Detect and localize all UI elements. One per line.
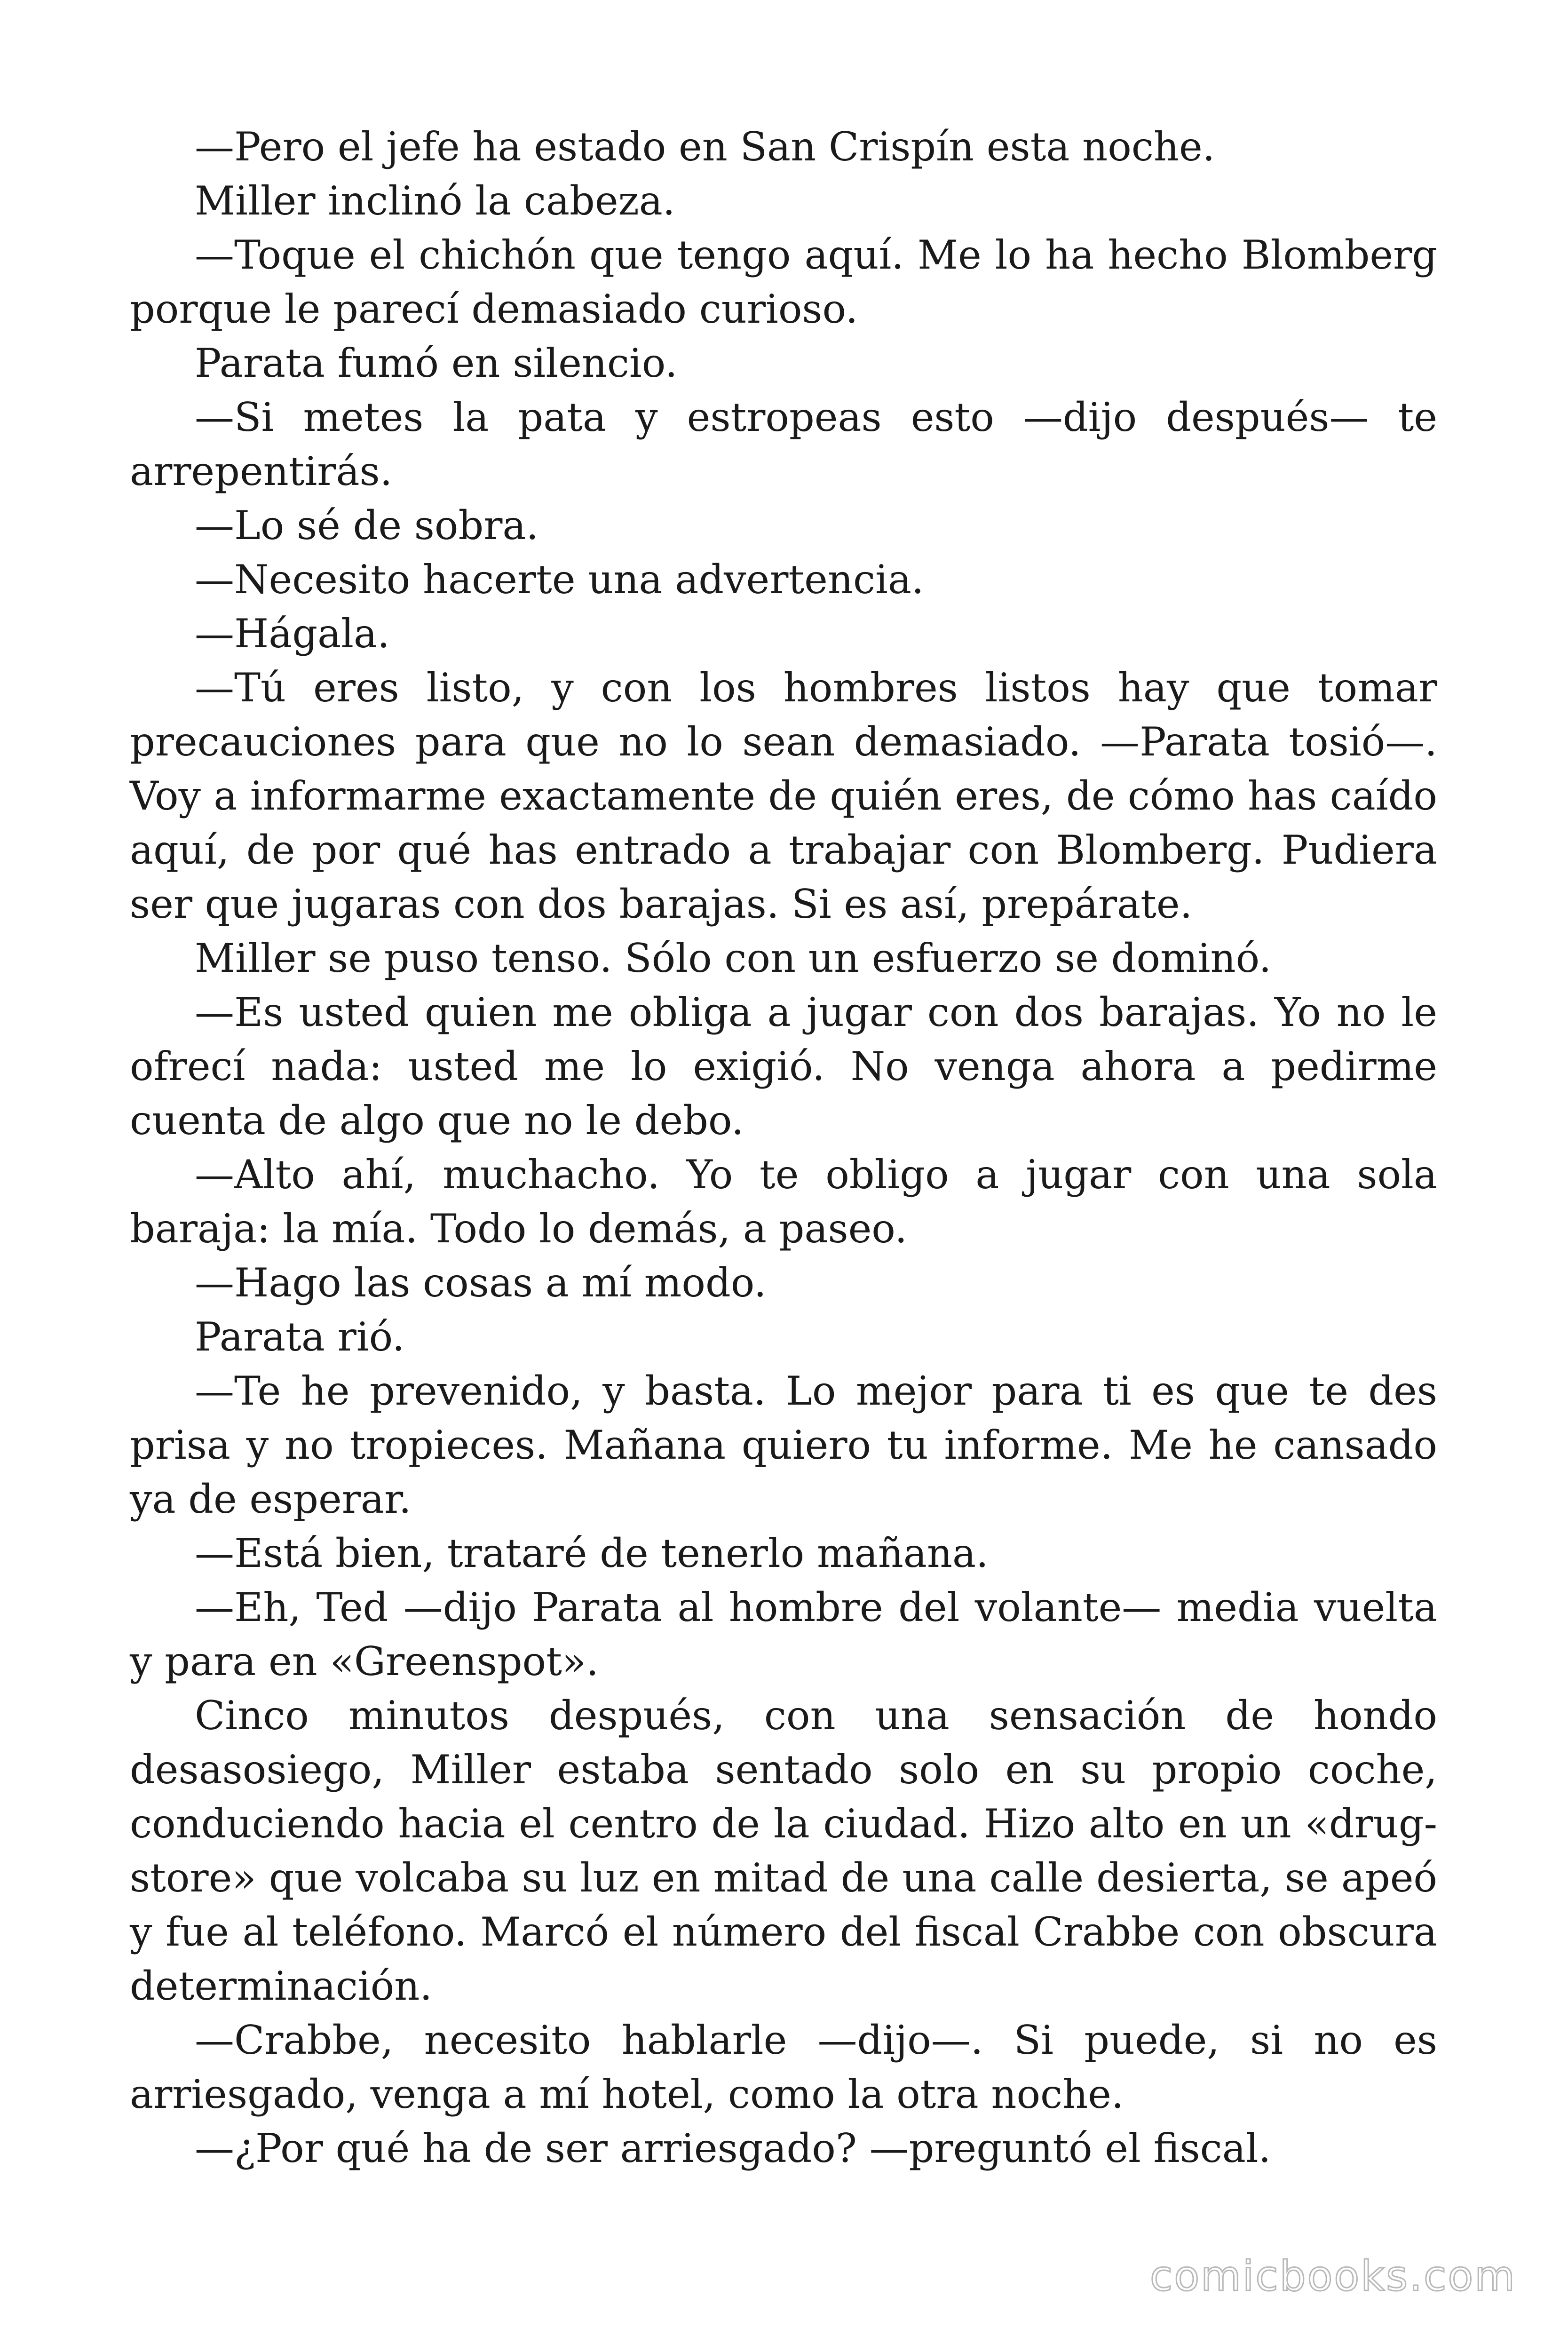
paragraph-16: —Está bien, trataré de tenerlo mañana. xyxy=(195,1530,989,1576)
paragraph-20: —¿Por qué ha de ser arriesgado? —preguntó el fiscal. xyxy=(195,2125,1271,2171)
paragraph-5: —Si metes la pata y estropeas esto —dijo después— te arrepentirás. xyxy=(130,394,1437,494)
paragraph-8: —Hágala. xyxy=(195,611,390,657)
paragraph-7: —Necesito hacerte una advertencia. xyxy=(195,556,924,603)
watermark-logo: comicbooks.com xyxy=(1149,2252,1516,2300)
paragraph-19: —Crabbe, necesito hablarle —dijo—. Si puede, si no es arriesgado, venga a mí hotel, como la otra noche. xyxy=(130,2017,1437,2117)
paragraph-12: —Alto ahí, muchacho. Yo te obligo a jugar con una sola baraja: la mía. Todo lo demás, a paseo. xyxy=(130,1152,1437,1252)
paragraph-14: Parata rió. xyxy=(195,1314,405,1360)
paragraph-1: —Pero el jefe ha estado en San Crispín esta noche. xyxy=(195,124,1215,170)
paragraph-13: —Hago las cosas a mí modo. xyxy=(195,1260,767,1306)
paragraph-15: —Te he prevenido, y basta. Lo mejor para ti es que te des prisa y no tropieces. Mañana quiero tu informe. Me he cansado ya de esperar. xyxy=(130,1368,1437,1522)
page-body xyxy=(130,120,1437,2176)
paragraph-6: —Lo sé de sobra. xyxy=(195,502,539,548)
paragraph-18: Cinco minutos después, con una sensación de hondo desasosiego, Miller estaba sentado solo en su propio coche, conduciendo hacia el centro de la ciudad. Hizo alto en un «drug-store» que volcaba su luz en mitad de una calle desierta, se apeó y fue al teléfono. Marcó el número del fiscal Crabbe con obscura determinación. xyxy=(130,1692,1437,2009)
paragraph-17: —Eh, Ted —dijo Parata al hombre del volante— media vuelta y para en «Greenspot». xyxy=(130,1584,1437,1685)
paragraph-11: —Es usted quien me obliga a jugar con dos barajas. Yo no le ofrecí nada: usted me lo exigió. No venga ahora a pedirme cuenta de algo que no le debo. xyxy=(130,989,1437,1144)
paragraph-2: Miller inclinó la cabeza. xyxy=(195,178,675,224)
paragraph-9: —Tú eres listo, y con los hombres listos hay que tomar precauciones para que no lo sean demasiado. —Parata tosió—. Voy a informarme exactamente de quién eres, de cómo has caído aquí, de por qué has entrado a trabajar con Blomberg. Pudiera ser que jugaras con dos barajas. Si es así, prepárate. xyxy=(130,665,1437,927)
paragraph-10: Miller se puso tenso. Sólo con un esfuerzo se dominó. xyxy=(195,935,1272,981)
paragraph-3: —Toque el chichón que tengo aquí. Me lo ha hecho Blomberg porque le parecí demasiado curioso. xyxy=(130,232,1437,332)
paragraph-4: Parata fumó en silencio. xyxy=(195,340,678,386)
